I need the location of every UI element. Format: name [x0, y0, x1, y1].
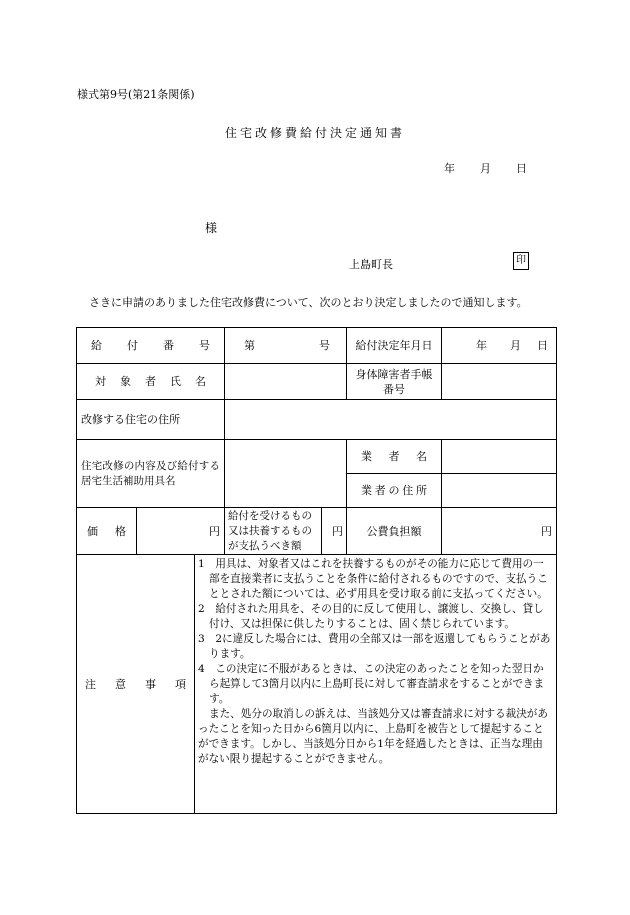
public-amount-label: 公費負担額 [347, 508, 442, 555]
decision-date-month: 月 [510, 339, 522, 352]
contractor-address-label: 業者の住所 [347, 474, 442, 508]
address-label: 改修する住宅の住所 [77, 400, 225, 440]
price-label: 価格 [77, 508, 137, 555]
price-unit: 円 [209, 524, 221, 538]
notes-content [195, 555, 557, 814]
note-2: 2 給付された用具を、その目的に反して使用し、譲渡し、交換し、貸し付け、又は担保に供したりすることは、固く禁じられています。 [198, 603, 544, 630]
contents-label: 住宅改修の内容及び給付する居宅生活補助用具名 [77, 440, 225, 508]
issuer-name: 上島町長 [349, 258, 393, 271]
price-value[interactable] [137, 508, 225, 555]
contractor-value[interactable] [442, 440, 557, 474]
decision-date-year: 年 [476, 339, 488, 352]
table-row [77, 400, 557, 440]
benefit-number-prefix: 第 [244, 339, 256, 352]
decision-table [76, 327, 557, 814]
address-value[interactable] [225, 400, 557, 440]
payer-amount-unit: 円 [332, 524, 344, 538]
benefit-number-value[interactable] [225, 328, 347, 364]
subject-name-label: 対象者氏名 [77, 364, 225, 400]
note-extra: また、処分の取消しの訴えは、当該処分又は審査請求に対する裁決があったことを知った日から6箇月以内に、上島町を被告として提起することができます。しかし、当該処分日から1年を経過したときは、正当な理由がない限り提起することができません。 [198, 708, 548, 765]
contractor-address-value[interactable] [442, 474, 557, 508]
addressee-suffix: 様 [205, 221, 218, 235]
seal-mark: 印 [513, 252, 529, 270]
note-4: 4 この決定に不服があるときは、この決定のあったことを知った翌日から起算して3箇月以内に上島町長に対して審査請求をすることができます。 [198, 663, 545, 705]
intro-text: さきに申請のありました住宅改修費について、次のとおり決定しましたので通知します。 [89, 296, 528, 309]
table-row [77, 364, 557, 400]
contractor-label: 業者名 [347, 440, 442, 474]
form-number-label: 様式第9号(第21条関係) [77, 88, 195, 101]
table-row [77, 555, 557, 814]
decision-date-day: 日 [537, 339, 549, 352]
document-title: 住宅改修費給付決定通知書 [224, 126, 405, 140]
decision-date-label: 給付決定年月日 [347, 328, 442, 364]
disability-book-value[interactable] [442, 364, 557, 400]
note-3: 3 2に違反した場合には、費用の全部又は一部を返還してもらうことがあります。 [198, 633, 551, 660]
public-amount-unit: 円 [541, 524, 553, 538]
subject-name-value[interactable] [225, 364, 347, 400]
table-row [77, 440, 557, 474]
date-year-label: 年 [444, 162, 455, 175]
disability-book-label: 身体障害者手帳番号 [347, 364, 442, 400]
benefit-number-label: 給付番号 [77, 328, 225, 364]
date-day-label: 日 [516, 162, 527, 175]
contents-value[interactable] [225, 440, 347, 508]
date-month-label: 月 [480, 162, 491, 175]
note-1: 1 用具は、対象者又はこれを扶養するものがその能力に応じて費用の一部を直接業者に支払うことを条件に給付されるものですので、支払うこととされた額については、必ず用具を受け取る前に支払ってください。 [198, 558, 548, 600]
benefit-number-suffix: 号 [319, 339, 331, 352]
public-amount-value[interactable] [442, 508, 557, 555]
notes-label: 注意事項 [77, 555, 195, 814]
decision-date-value[interactable] [442, 328, 557, 364]
payer-amount-value[interactable] [322, 508, 347, 555]
table-row [77, 508, 557, 555]
table-row [77, 328, 557, 364]
payer-amount-label: 給付を受けるもの又は扶養するものが支払うべき額 [225, 508, 322, 555]
